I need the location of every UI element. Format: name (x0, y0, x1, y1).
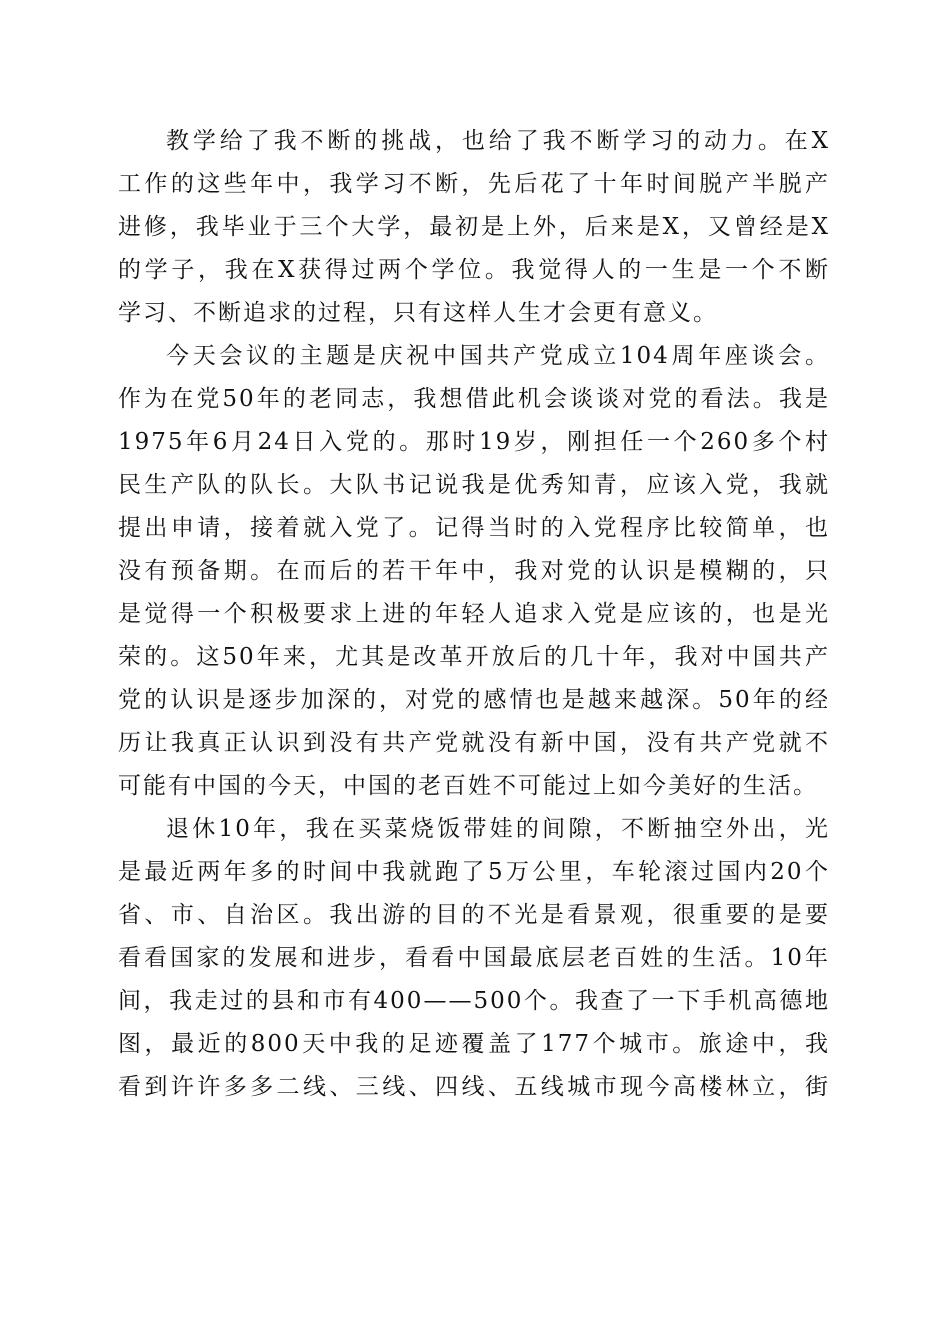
text-line: 党的认识是逐步加深的，对党的感情也是越来越深。50年的经 (118, 687, 830, 713)
text-line: 作为在党50年的老同志，我想借此机会谈谈对党的看法。我是 (118, 386, 830, 412)
text-line: 教学给了我不断的挑战，也给了我不断学习的动力。在X (166, 128, 830, 154)
text-line: 1975年6月24日入党的。那时19岁，刚担任一个260多个村 (118, 429, 830, 455)
text-line: 看看国家的发展和进步，看看中国最底层老百姓的生活。10年 (118, 945, 830, 971)
text-line: 民生产队的队长。大队书记说我是优秀知青，应该入党，我就 (118, 472, 830, 498)
text-line: 的学子，我在X获得过两个学位。我觉得人的一生是一个不断 (118, 257, 830, 283)
text-line: 是最近两年多的时间中我就跑了5万公里，车轮滚过国内20个 (118, 859, 830, 885)
text-line: 看到许许多多二线、三线、四线、五线城市现今高楼林立，街 (118, 1074, 830, 1100)
text-line: 历让我真正认识到没有共产党就没有新中国，没有共产党就不 (118, 730, 830, 756)
text-line: 可能有中国的今天，中国的老百姓不可能过上如今美好的生活。 (118, 773, 818, 799)
text-line: 退休10年，我在买菜烧饭带娃的间隙，不断抽空外出，光 (166, 816, 830, 842)
text-line: 省、市、自治区。我出游的目的不光是看景观，很重要的是要 (118, 902, 830, 928)
text-line: 没有预备期。在而后的若干年中，我对党的认识是模糊的，只 (118, 558, 830, 584)
text-line: 荣的。这50年来，尤其是改革开放后的几十年，我对中国共产 (118, 644, 830, 670)
text-line: 提出申请，接着就入党了。记得当时的入党程序比较简单，也 (118, 515, 830, 541)
text-line: 间，我走过的县和市有400——500个。我查了一下手机高德地 (118, 988, 830, 1014)
paragraph-1 (118, 120, 830, 335)
paragraph-2 (118, 335, 830, 808)
text-line: 工作的这些年中，我学习不断，先后花了十年时间脱产半脱产 (118, 171, 830, 197)
paragraph-3 (118, 808, 830, 1109)
text-line: 学习、不断追求的过程，只有这样人生才会更有意义。 (118, 300, 718, 326)
text-line: 是觉得一个积极要求上进的年轻人追求入党是应该的，也是光 (118, 601, 830, 627)
text-line: 今天会议的主题是庆祝中国共产党成立104周年座谈会。 (166, 343, 830, 369)
text-line: 进修，我毕业于三个大学，最初是上外，后来是X，又曾经是X (118, 214, 830, 240)
text-line: 图，最近的800天中我的足迹覆盖了177个城市。旅途中，我 (118, 1031, 830, 1057)
body-text (118, 120, 830, 1109)
